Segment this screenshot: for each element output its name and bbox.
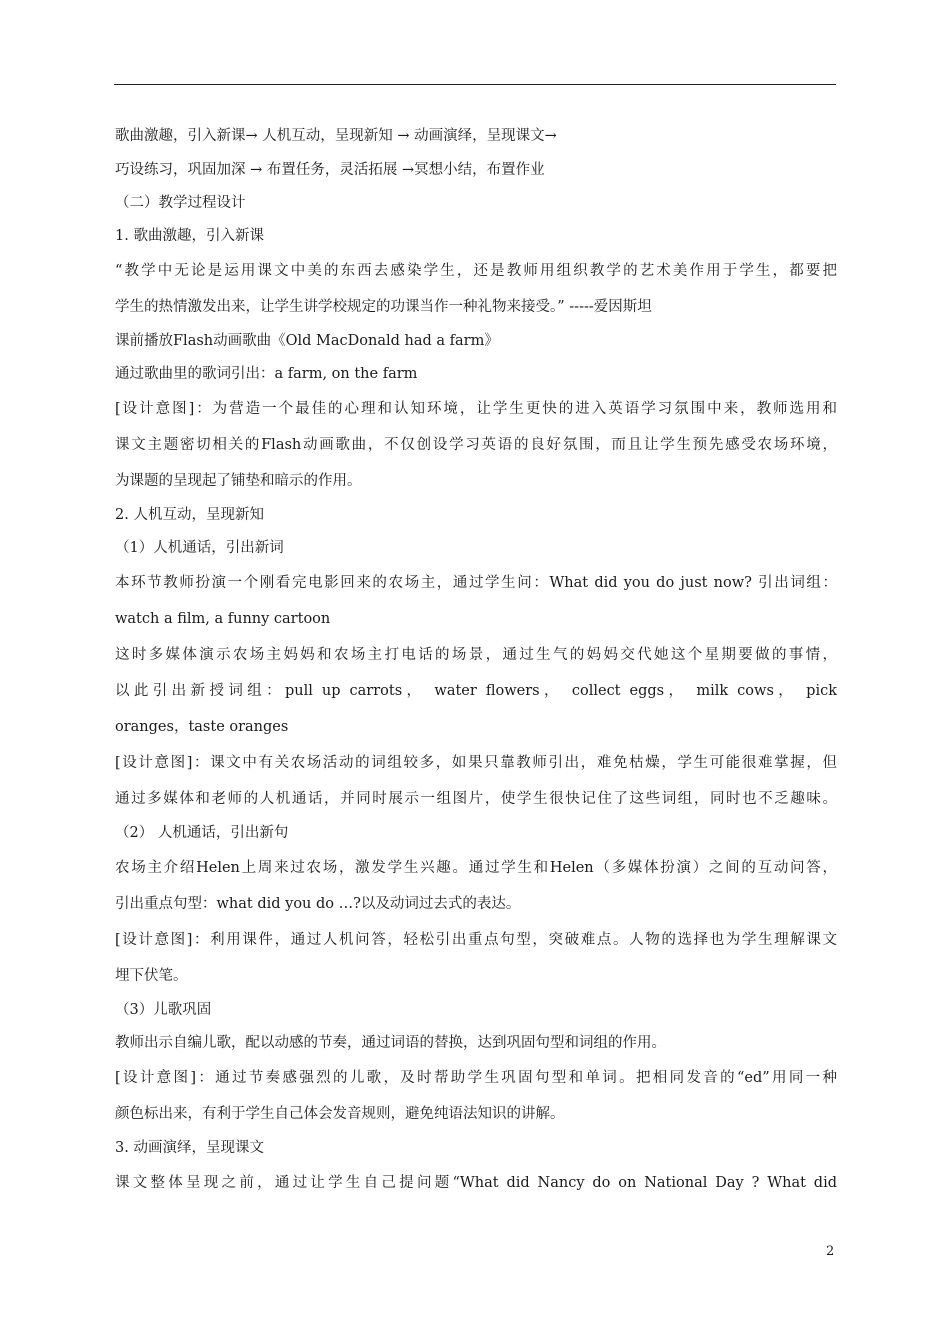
text-line: 这时多媒体演示农场主妈妈和农场主打电话的场景，通过生气的妈妈交代她这个星期要做的事情， xyxy=(115,647,837,663)
text-line: “教学中无论是运用课文中美的东西去感染学生，还是教师用组织教学的艺术美作用于学生，都要把 xyxy=(115,263,837,279)
text-line: 农场主介绍Helen上周来过农场，激发学生兴趣。通过学生和Helen（多媒体扮演）之间的互动问答， xyxy=(115,860,837,876)
text-line: 通过歌曲里的歌词引出：a farm, on the farm xyxy=(115,366,418,382)
text-line: 埋下伏笔。 xyxy=(115,968,188,984)
section-heading: （二）教学过程设计 xyxy=(115,195,246,211)
text-line: [设计意图]：为营造一个最佳的心理和认知环境，让学生更快的进入英语学习氛围中来，教师选用和 xyxy=(115,401,837,417)
section-heading: 2. 人机互动，呈现新知 xyxy=(115,507,264,523)
text-line: [设计意图]：课文中有关农场活动的词组较多，如果只靠教师引出，难免枯燥，学生可能很难掌握，但 xyxy=(115,755,837,771)
text-line: [设计意图]：通过节奏感强烈的儿歌，及时帮助学生巩固句型和单词。把相同发音的“ed”用同一种 xyxy=(115,1070,837,1086)
text-line: 课前播放Flash动画歌曲《Old MacDonald had a farm》 xyxy=(115,333,499,349)
subsection-heading: （2） 人机通话，引出新句 xyxy=(115,825,289,841)
text-line: 以此引出新授词组：pull up carrots， water flowers， collect eggs， milk cows， pick xyxy=(115,683,837,699)
section-heading: 3. 动画演绎，呈现课文 xyxy=(115,1140,264,1156)
body-text xyxy=(115,118,837,1201)
text-line: 歌曲激趣，引入新课→ 人机互动，呈现新知 → 动画演绎，呈现课文→ xyxy=(115,128,557,144)
text-line: 颜色标出来，有利于学生自己体会发音规则，避免纯语法知识的讲解。 xyxy=(115,1106,565,1122)
page-number: 2 xyxy=(826,1244,835,1259)
text-line: oranges，taste oranges xyxy=(115,719,289,735)
text-line: 巧设练习，巩固加深 → 布置任务，灵活拓展 →冥想小结，布置作业 xyxy=(115,162,545,178)
text-line: 引出重点句型：what did you do …?以及动词过去式的表达。 xyxy=(115,896,521,912)
subsection-heading: （3）儿歌巩固 xyxy=(115,1002,212,1018)
subsection-heading: （1）人机通话，引出新词 xyxy=(115,540,284,556)
text-line: 通过多媒体和老师的人机通话，并同时展示一组图片，使学生很快记住了这些词组，同时也不乏趣味。 xyxy=(115,791,837,807)
header-rule xyxy=(114,84,836,85)
section-heading: 1. 歌曲激趣，引入新课 xyxy=(115,228,264,244)
text-line: 本环节教师扮演一个刚看完电影回来的农场主，通过学生问：What did you do just now? 引出词组： xyxy=(115,575,837,591)
text-line: [设计意图]：利用课件，通过人机问答，轻松引出重点句型，突破难点。人物的选择也为学生理解课文 xyxy=(115,932,837,948)
text-line: 教师出示自编儿歌，配以动感的节奏，通过词语的替换，达到巩固句型和词组的作用。 xyxy=(115,1035,666,1051)
text-line: 学生的热情激发出来，让学生讲学校规定的功课当作一种礼物来接受。” -----爱因斯坦 xyxy=(115,299,652,315)
text-line: 课文主题密切相关的Flash动画歌曲，不仅创设学习英语的良好氛围，而且让学生预先感受农场环境， xyxy=(115,437,837,453)
text-line: 为课题的呈现起了铺垫和暗示的作用。 xyxy=(115,473,362,489)
text-line: 课文整体呈现之前，通过让学生自己提问题“What did Nancy do on National Day ? What did xyxy=(115,1175,837,1191)
text-line: watch a film, a funny cartoon xyxy=(115,611,331,627)
